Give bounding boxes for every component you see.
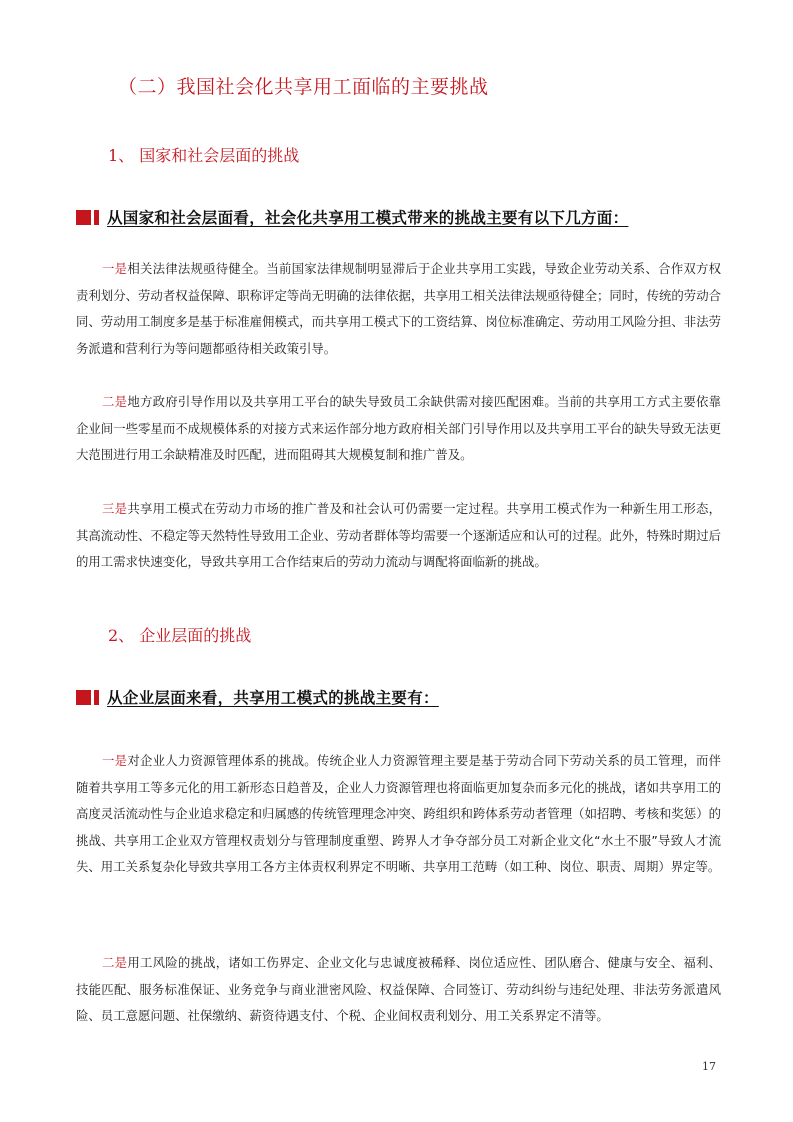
paragraph: [76, 496, 721, 576]
page-number: 17: [702, 1060, 716, 1073]
paragraph: [76, 950, 721, 1030]
subsection-title-enterprise: 2、 企业层面的挑战: [108, 626, 252, 645]
lead-heading-enterprise: [76, 686, 439, 708]
paragraph: [76, 748, 721, 881]
paragraph-label: 一是: [102, 753, 128, 768]
section-title: （二）我国社会化共享用工面临的主要挑战: [118, 76, 489, 98]
paragraph-label: 三是: [102, 501, 128, 516]
red-block-marker-icon: [76, 690, 99, 705]
lead-text: 从企业层面来看，共享用工模式的挑战主要有：: [107, 689, 439, 707]
paragraph-text: 用工风险的挑战，诸如工伤界定、企业文化与忠诚度被稀释、岗位适应性、团队磨合、健康与安全、福利、技能匹配、服务标准保证、业务竞争与商业泄密风险、权益保障、合同签订、劳动纠纷与违纪处理、非法劳务派遣风险、员工意愿问题、社保缴纳、薪资待遇支付、个税、企业间权责利划分、用工关系界定不清等。: [76, 955, 722, 1023]
subsection-title-national: 1、 国家和社会层面的挑战: [108, 146, 300, 165]
paragraph: [76, 256, 721, 362]
paragraph-text: 地方政府引导作用以及共享用工平台的缺失导致员工余缺供需对接匹配困难。当前的共享用工方式主要依靠企业间一些零星而不成规模体系的对接方式来运作部分地方政府相关部门引导作用以及共享用工平台的缺失导致无法更大范围进行用工余缺精准及时匹配，进而阻碍其大规模复制和推广普及。: [76, 394, 722, 462]
paragraph-text: 相关法律法规亟待健全。当前国家法律规制明显滞后于企业共享用工实践，导致企业劳动关系、合作双方权责利划分、劳动者权益保障、职称评定等尚无明确的法律依据，共享用工相关法律法规亟待健全；同时，传统的劳动合同、劳动用工制度多是基于标准雇佣模式，而共享用工模式下的工资结算、岗位标准确定、劳动用工风险分担、非法劳务派遣和营利行为等问题都亟待相关政策引导。: [76, 261, 722, 356]
paragraph-text: 对企业人力资源管理体系的挑战。传统企业人力资源管理主要是基于劳动合同下劳动关系的员工管理，而伴随着共享用工等多元化的用工新形态日趋普及，企业人力资源管理也将面临更加复杂而多元化的挑战，诸如共享用工的高度灵活流动性与企业追求稳定和归属感的传统管理理念冲突、跨组织和跨体系劳动者管理（如招聘、考核和奖惩）的挑战、共享用工企业双方管理权责划分与管理制度重塑、跨界人才争夺部分员工对新企业文化“水土不服”导致人才流失、用工关系复杂化导致共享用工各方主体责权利界定不明晰、共享用工范畴（如工种、岗位、职责、周期）界定等。: [76, 753, 722, 874]
paragraph-label: 二是: [102, 394, 128, 409]
paragraph-text: 共享用工模式在劳动力市场的推广普及和社会认可仍需要一定过程。共享用工模式作为一种新生用工形态，其高流动性、不稳定等天然特性导致用工企业、劳动者群体等均需要一个逐渐适应和认可的过程。此外，特殊时期过后的用工需求快速变化，导致共享用工合作结束后的劳动力流动与调配将面临新的挑战。: [76, 501, 722, 569]
red-block-marker-icon: [76, 210, 99, 225]
lead-text: 从国家和社会层面看，社会化共享用工模式带来的挑战主要有以下几方面：: [107, 209, 629, 227]
paragraph: [76, 389, 721, 469]
lead-heading-national: [76, 206, 628, 228]
paragraph-label: 一是: [102, 261, 128, 276]
paragraph-label: 二是: [102, 955, 128, 970]
